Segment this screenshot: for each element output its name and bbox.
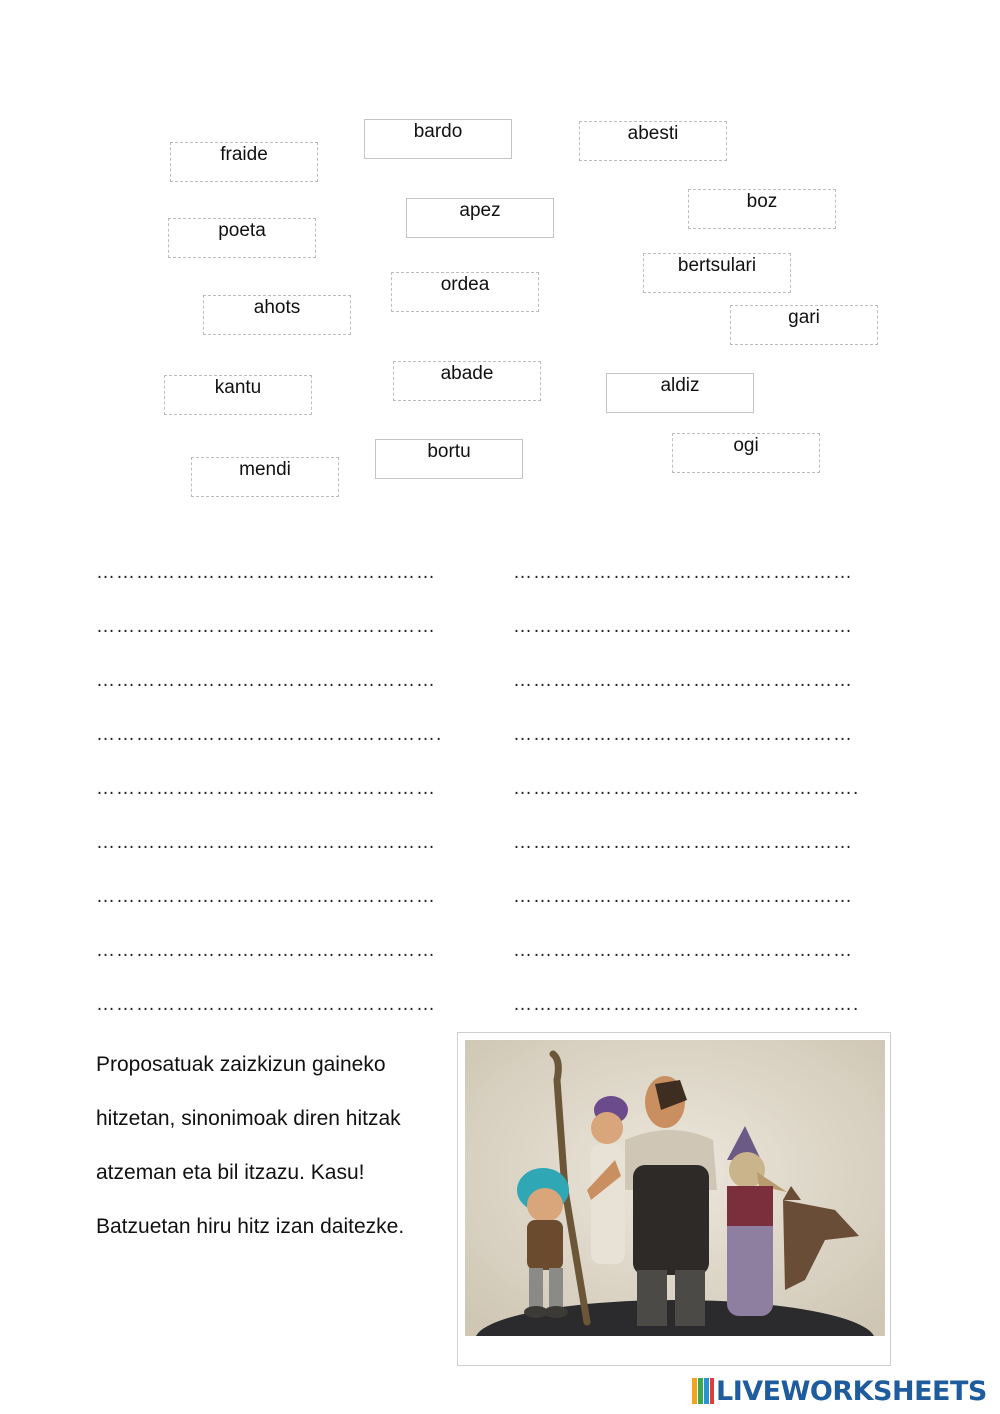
word-box-bortu[interactable] — [375, 439, 523, 479]
word-box-ahots[interactable] — [203, 295, 351, 335]
word-label: gari — [788, 307, 820, 328]
word-box-kantu[interactable] — [164, 375, 312, 415]
word-label: abesti — [627, 123, 679, 144]
instructions-line-4: Batzuetan hiru hitz izan daitezke. — [96, 1215, 405, 1238]
word-label: bertsulari — [677, 255, 757, 276]
answer-line-left-1[interactable]: …………………………………………… — [96, 562, 436, 583]
answer-line-left-5[interactable]: …………………………………………… — [96, 778, 436, 799]
logo-text: LIVEWORKSHEETS — [716, 1375, 987, 1407]
instructions-line-2: hitzetan, sinonimoak diren hitzak — [96, 1107, 401, 1130]
word-label: boz — [746, 191, 778, 212]
word-box-apez[interactable] — [406, 198, 554, 238]
answer-line-left-7[interactable]: …………………………………………… — [96, 886, 436, 907]
answer-line-left-6[interactable]: …………………………………………… — [96, 832, 436, 853]
answer-line-right-1[interactable]: …………………………………………… — [513, 562, 853, 583]
cartoon-characters-illustration — [465, 1040, 885, 1336]
cartoon-characters-svg — [465, 1040, 885, 1336]
word-box-abade[interactable] — [393, 361, 541, 401]
word-label: ordea — [440, 274, 490, 295]
word-label: aldiz — [660, 375, 700, 396]
answer-line-right-2[interactable]: …………………………………………… — [513, 616, 853, 637]
word-box-aldiz[interactable] — [606, 373, 754, 413]
word-label: bortu — [427, 441, 471, 462]
instructions-line-3: atzeman eta bil itzazu. Kasu! — [96, 1161, 365, 1184]
liveworksheets-logo — [692, 1374, 987, 1408]
word-box-ordea[interactable] — [391, 272, 539, 312]
word-box-poeta[interactable] — [168, 218, 316, 258]
liveworksheets-mark-icon — [692, 1378, 714, 1404]
answer-line-right-6[interactable]: …………………………………………… — [513, 832, 853, 853]
word-box-bardo[interactable] — [364, 119, 512, 159]
instructions-text — [96, 1038, 456, 1254]
word-box-fraide[interactable] — [170, 142, 318, 182]
illustration-frame — [457, 1032, 891, 1366]
word-box-ogi[interactable] — [672, 433, 820, 473]
word-label: fraide — [220, 144, 268, 165]
word-box-boz[interactable] — [688, 189, 836, 229]
word-label: bardo — [413, 121, 463, 142]
word-box-gari[interactable] — [730, 305, 878, 345]
answer-line-right-9[interactable]: ……………………………………………. — [513, 994, 860, 1015]
answer-line-right-7[interactable]: …………………………………………… — [513, 886, 853, 907]
answer-line-left-3[interactable]: …………………………………………… — [96, 670, 436, 691]
instructions-line-1: Proposatuak zaizkizun gaineko — [96, 1053, 386, 1076]
answer-line-right-3[interactable]: …………………………………………… — [513, 670, 853, 691]
answer-line-right-4[interactable]: …………………………………………… — [513, 724, 853, 745]
word-label: apez — [459, 200, 501, 221]
word-label: abade — [440, 363, 494, 384]
word-label: ahots — [253, 297, 301, 318]
answer-line-right-8[interactable]: …………………………………………… — [513, 940, 853, 961]
word-label: poeta — [218, 220, 266, 241]
answer-line-right-5[interactable]: ……………………………………………. — [513, 778, 860, 799]
answer-line-left-4[interactable]: ……………………………………………. — [96, 724, 443, 745]
word-box-bertsulari[interactable] — [643, 253, 791, 293]
answer-line-left-9[interactable]: …………………………………………… — [96, 994, 436, 1015]
word-label: mendi — [239, 459, 291, 480]
word-label: ogi — [733, 435, 759, 456]
word-box-mendi[interactable] — [191, 457, 339, 497]
answer-line-left-8[interactable]: …………………………………………… — [96, 940, 436, 961]
word-box-abesti[interactable] — [579, 121, 727, 161]
word-label: kantu — [214, 377, 262, 398]
answer-line-left-2[interactable]: …………………………………………… — [96, 616, 436, 637]
